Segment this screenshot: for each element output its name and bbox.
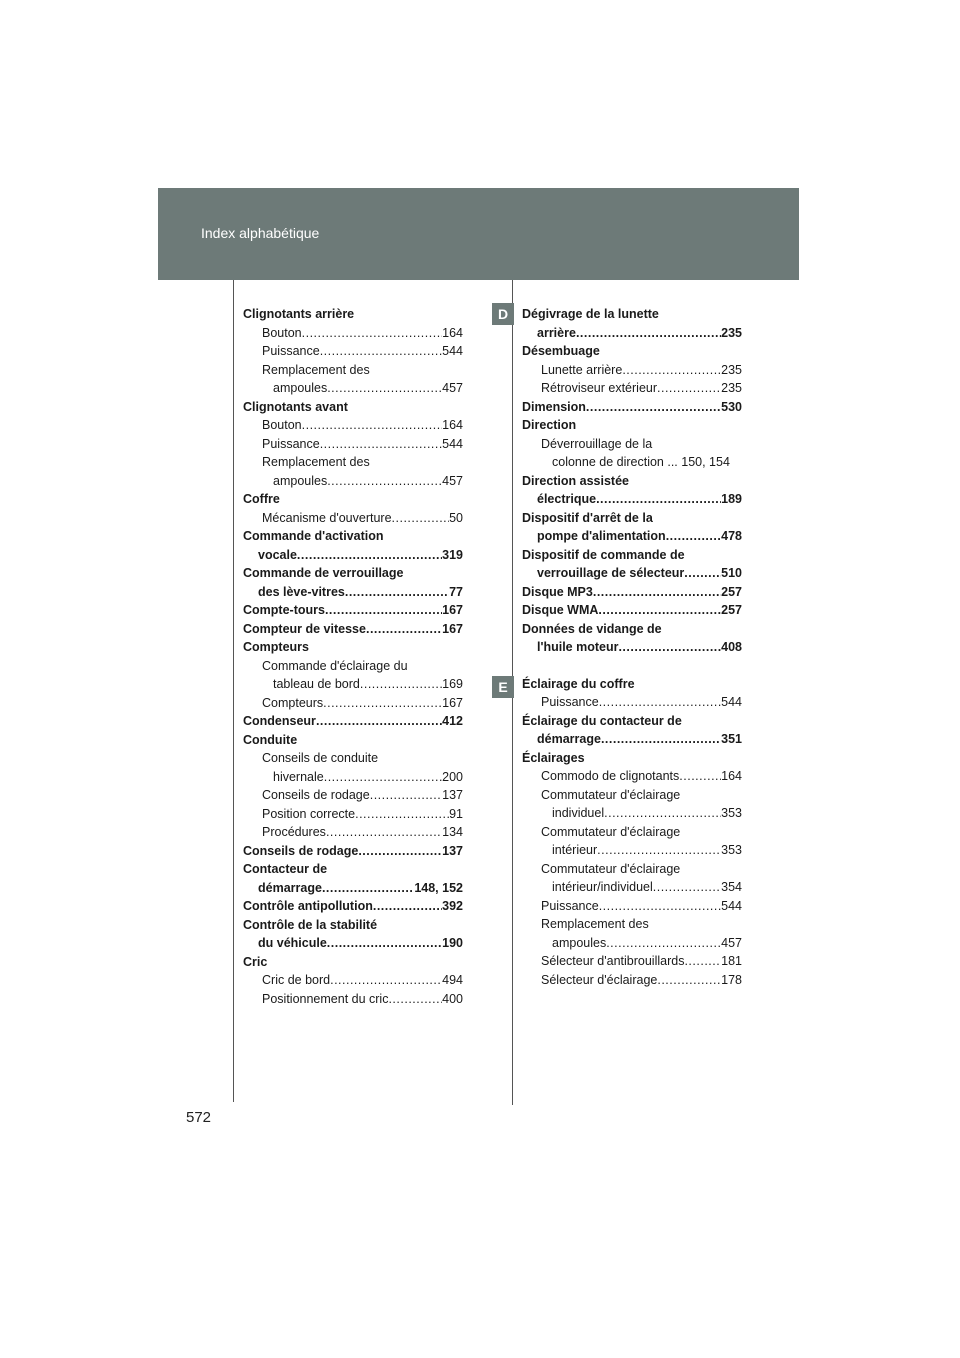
dot-leader — [618, 638, 721, 657]
index-term: Procédures — [262, 825, 326, 839]
index-term: arrière — [537, 325, 576, 340]
index-term: Cric de bord — [262, 973, 331, 987]
index-term: Commande de verrouillage — [243, 566, 404, 580]
index-entry — [522, 730, 742, 749]
page-reference: 319 — [442, 547, 463, 562]
index-term: Contrôle antipollution — [243, 899, 373, 913]
index-entry — [522, 416, 742, 435]
index-entry — [522, 453, 742, 472]
index-term: Commutateur d'éclairage — [541, 824, 681, 839]
dot-leader — [653, 878, 721, 897]
dot-leader — [345, 583, 449, 602]
index-term: Disque WMA — [522, 603, 599, 617]
index-term: du véhicule — [258, 936, 327, 950]
index-term: Contacteur de — [243, 862, 328, 876]
index-term: Cric — [243, 954, 268, 969]
index-term: Désembuage — [522, 344, 600, 358]
index-entry — [243, 879, 463, 898]
index-entry — [522, 509, 742, 528]
index-term: ampoules — [273, 381, 328, 395]
dot-leader — [599, 897, 721, 916]
index-term: Coffre — [243, 492, 280, 506]
index-term: tableau de bord — [273, 677, 360, 691]
index-entry — [243, 768, 463, 787]
index-term: intérieur/individuel — [552, 880, 653, 894]
dot-leader — [598, 601, 721, 620]
page-reference: 77 — [449, 584, 463, 599]
page-reference: 137 — [442, 788, 463, 802]
index-entry — [522, 749, 742, 768]
index-term: Puissance — [262, 344, 320, 358]
index-entry — [243, 805, 463, 824]
index-term: Dispositif de commande de — [522, 547, 685, 562]
page-reference: 351 — [721, 732, 742, 746]
index-entry — [522, 398, 742, 417]
index-entry — [522, 767, 742, 786]
page-reference: 353 — [721, 843, 742, 857]
page-reference: 494 — [442, 973, 463, 987]
page-reference: 412 — [442, 714, 463, 728]
page-reference: 164 — [721, 769, 742, 783]
index-term: Commutateur d'éclairage — [541, 787, 681, 802]
dot-leader — [597, 841, 721, 860]
page-reference: 235 — [721, 362, 742, 377]
index-column-right — [522, 305, 742, 989]
page-reference: 235 — [721, 325, 742, 340]
index-term: Commande d'éclairage du — [262, 658, 408, 673]
index-entry — [522, 897, 742, 916]
index-term: Compte-tours — [243, 603, 325, 617]
index-term: Compteurs — [262, 695, 324, 710]
dot-leader — [596, 490, 721, 509]
dot-leader — [366, 620, 442, 639]
index-term: Commande d'activation — [243, 529, 384, 543]
index-entry — [243, 305, 463, 324]
index-entry — [243, 342, 463, 361]
index-entry — [522, 305, 742, 324]
index-term: Remplacement des — [262, 455, 370, 469]
index-term: pompe d'alimentation — [537, 529, 666, 543]
index-term: démarrage — [258, 880, 322, 895]
dot-leader — [684, 564, 721, 583]
index-entry — [522, 786, 742, 805]
index-entry — [522, 878, 742, 897]
index-entry — [243, 564, 463, 583]
index-entry — [522, 804, 742, 823]
dot-leader — [324, 768, 442, 787]
page-reference: 235 — [721, 381, 742, 395]
index-term: Clignotants arrière — [243, 307, 355, 321]
dot-leader — [576, 324, 721, 343]
index-entry — [243, 860, 463, 879]
index-term: Dimension — [522, 399, 586, 414]
index-term: Lunette arrière — [541, 362, 623, 377]
column-divider-left — [233, 280, 234, 1102]
index-term: Sélecteur d'éclairage — [541, 972, 658, 987]
index-term: Rétroviseur extérieur — [541, 381, 658, 395]
index-entry — [243, 823, 463, 842]
page-reference: 457 — [442, 381, 463, 395]
index-term: Puissance — [541, 695, 599, 709]
index-entry — [243, 934, 463, 953]
page-reference: 257 — [721, 584, 742, 599]
page-reference: 478 — [721, 529, 742, 543]
page-reference: 457 — [442, 473, 463, 488]
index-entry — [522, 657, 742, 675]
page-reference: 91 — [449, 806, 463, 821]
dot-leader — [679, 767, 721, 786]
index-entry — [243, 583, 463, 602]
page-reference: 137 — [442, 843, 463, 858]
index-term: Éclairage du coffre — [522, 676, 635, 691]
index-entry — [243, 601, 463, 620]
index-entry — [243, 749, 463, 768]
dot-leader — [297, 546, 442, 565]
index-entry — [522, 564, 742, 583]
page-reference: 178 — [721, 972, 742, 987]
index-entry — [522, 583, 742, 602]
index-term: l'huile moteur — [537, 640, 619, 654]
section-title: Index alphabétique — [201, 225, 320, 241]
index-entry — [243, 916, 463, 935]
page-reference: 190 — [442, 936, 463, 950]
index-entry — [243, 546, 463, 565]
page-reference: 354 — [721, 880, 742, 894]
index-term: Sélecteur d'antibrouillards — [541, 954, 685, 968]
index-entry — [243, 472, 463, 491]
index-entry — [243, 490, 463, 509]
index-term: Éclairages — [522, 750, 585, 765]
index-entry — [243, 620, 463, 639]
index-entry — [243, 990, 463, 1009]
dot-leader — [327, 472, 442, 491]
page-reference: 544 — [721, 898, 742, 913]
index-entry — [522, 361, 742, 380]
index-entry — [243, 638, 463, 657]
dot-leader — [599, 693, 721, 712]
index-entry — [243, 786, 463, 805]
page-reference: 181 — [721, 954, 742, 968]
dot-leader — [320, 435, 442, 454]
page-reference: 400 — [442, 991, 463, 1006]
page-number: 572 — [186, 1109, 212, 1126]
dot-leader — [586, 398, 721, 417]
page-reference: 544 — [442, 436, 463, 451]
page-reference: 257 — [721, 603, 742, 617]
index-term: colonne de direction ... 150, 154 — [552, 455, 730, 469]
page-reference: 544 — [442, 344, 463, 358]
page-reference: 167 — [442, 621, 463, 636]
index-term: démarrage — [537, 732, 601, 746]
index-entry — [243, 971, 463, 990]
page-reference: 200 — [442, 769, 463, 784]
index-term: Conseils de rodage — [262, 788, 370, 802]
dot-leader — [302, 324, 443, 343]
index-entry — [243, 416, 463, 435]
index-entry — [243, 694, 463, 713]
index-term: individuel — [552, 806, 605, 820]
dot-leader — [316, 712, 442, 731]
index-term: des lève-vitres — [258, 584, 345, 599]
page-reference: 544 — [721, 695, 742, 709]
index-term: Bouton — [262, 418, 302, 432]
index-entry — [522, 915, 742, 934]
index-entry — [522, 472, 742, 491]
index-entry — [522, 675, 742, 694]
index-entry — [522, 342, 742, 361]
dot-leader — [355, 805, 449, 824]
page-reference: 392 — [442, 899, 463, 913]
index-entry — [522, 620, 742, 639]
page-reference: 167 — [442, 695, 463, 710]
index-entry — [522, 324, 742, 343]
index-term: Condenseur — [243, 714, 316, 728]
dot-leader — [322, 879, 414, 898]
index-term: Contrôle de la stabilité — [243, 917, 378, 932]
index-term: Remplacement des — [541, 917, 649, 931]
page-reference: 408 — [721, 640, 742, 654]
dot-leader — [657, 971, 721, 990]
page-reference: 189 — [721, 492, 742, 506]
index-term: Conduite — [243, 732, 298, 747]
index-entry — [243, 897, 463, 916]
dot-leader — [330, 971, 442, 990]
dot-leader — [606, 934, 721, 953]
page-reference: 164 — [442, 418, 463, 432]
index-term: vocale — [258, 547, 297, 562]
index-term: Puissance — [541, 898, 599, 913]
section-letter-d: D — [492, 303, 514, 325]
index-entry — [243, 324, 463, 343]
index-term: Compteurs — [243, 640, 309, 654]
index-term: Déverrouillage de la — [541, 436, 653, 451]
index-term: Dégivrage de la lunette — [522, 307, 659, 321]
dot-leader — [323, 694, 442, 713]
page-reference: 457 — [721, 935, 742, 950]
page-reference: 134 — [442, 825, 463, 839]
index-entry — [522, 379, 742, 398]
index-entry — [243, 842, 463, 861]
index-entry — [522, 712, 742, 731]
index-entry — [243, 731, 463, 750]
dot-leader — [358, 842, 442, 861]
dot-leader — [327, 379, 442, 398]
index-entry — [522, 638, 742, 657]
index-entry — [522, 435, 742, 454]
dot-leader — [657, 379, 721, 398]
index-entry — [522, 693, 742, 712]
index-term: Dispositif d'arrêt de la — [522, 510, 653, 525]
index-entry — [522, 971, 742, 990]
index-term: Conseils de conduite — [262, 751, 379, 765]
dot-leader — [593, 583, 721, 602]
index-entry — [243, 712, 463, 731]
index-entry — [522, 860, 742, 879]
index-entry — [522, 601, 742, 620]
index-entry — [243, 657, 463, 676]
page-reference: 169 — [442, 677, 463, 691]
index-entry — [243, 527, 463, 546]
index-term: Remplacement des — [262, 362, 370, 377]
index-entry — [243, 435, 463, 454]
dot-leader — [392, 509, 450, 528]
index-term: Bouton — [262, 325, 302, 340]
index-term: Puissance — [262, 436, 320, 451]
page-reference: 167 — [442, 603, 463, 617]
dot-leader — [684, 952, 721, 971]
index-term: verrouillage de sélecteur — [537, 566, 685, 580]
dot-leader — [622, 361, 721, 380]
page-reference: 148, 152 — [414, 880, 463, 895]
index-entry — [243, 453, 463, 472]
index-term: Clignotants avant — [243, 399, 348, 414]
dot-leader — [327, 934, 442, 953]
index-term: électrique — [537, 492, 597, 506]
dot-leader — [388, 990, 442, 1009]
dot-leader — [326, 823, 442, 842]
index-entry — [243, 953, 463, 972]
dot-leader — [601, 730, 721, 749]
dot-leader — [360, 675, 442, 694]
index-entry — [522, 527, 742, 546]
index-term: Données de vidange de — [522, 621, 662, 636]
dot-leader — [302, 416, 443, 435]
index-term: ampoules — [273, 473, 328, 488]
dot-leader — [604, 804, 721, 823]
dot-leader — [373, 897, 442, 916]
section-header — [158, 188, 799, 280]
index-entry — [522, 490, 742, 509]
index-entry — [243, 361, 463, 380]
page-reference: 510 — [721, 566, 742, 580]
index-term: Disque MP3 — [522, 584, 593, 599]
index-term: Compteur de vitesse — [243, 621, 366, 636]
dot-leader — [320, 342, 442, 361]
index-term: Direction assistée — [522, 473, 629, 488]
dot-leader — [666, 527, 721, 546]
index-term: Positionnement du cric — [262, 991, 389, 1006]
index-term: Conseils de rodage — [243, 843, 359, 858]
index-column-left — [243, 305, 463, 1008]
index-term: Position correcte — [262, 806, 356, 821]
index-entry — [522, 934, 742, 953]
index-entry — [522, 952, 742, 971]
page-reference: 530 — [721, 399, 742, 414]
index-term: Commutateur d'éclairage — [541, 861, 681, 876]
index-entry — [243, 398, 463, 417]
dot-leader — [370, 786, 442, 805]
index-entry — [522, 823, 742, 842]
index-term: intérieur — [552, 843, 598, 857]
index-entry — [243, 379, 463, 398]
index-entry — [522, 546, 742, 565]
index-entry — [243, 675, 463, 694]
index-entry — [243, 509, 463, 528]
index-term: ampoules — [552, 935, 607, 950]
dot-leader — [325, 601, 442, 620]
index-term: Mécanisme d'ouverture — [262, 510, 392, 525]
page-reference: 164 — [442, 325, 463, 340]
index-term: Direction — [522, 418, 577, 432]
index-entry — [522, 841, 742, 860]
index-term: Éclairage du contacteur de — [522, 713, 682, 728]
section-letter-e: E — [492, 676, 514, 698]
index-term: hivernale — [273, 769, 324, 784]
index-term: Commodo de clignotants — [541, 769, 680, 783]
page-reference: 353 — [721, 806, 742, 820]
page-reference: 50 — [449, 510, 463, 525]
